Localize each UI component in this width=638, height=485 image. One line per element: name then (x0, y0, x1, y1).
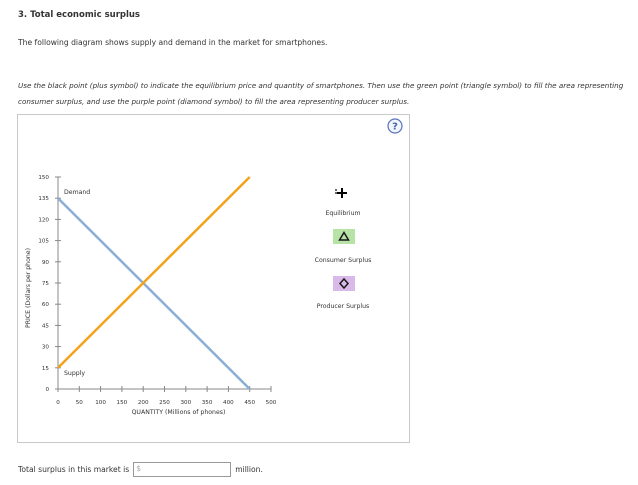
y-axis-label: PRICE (Dollars per phone) (25, 247, 32, 329)
consumer-surplus-tool-label: Consumer Surplus (314, 257, 372, 264)
supply-curve[interactable] (58, 177, 250, 368)
y-tick-label: 105 (38, 238, 49, 245)
question-intro: The following diagram shows supply and demand in the market for smartphones. (18, 38, 328, 47)
plus-icon[interactable] (335, 186, 349, 200)
total-surplus-unit: million. (235, 465, 263, 474)
equilibrium-tool-label: Equilibrium (325, 210, 361, 217)
currency-symbol: $ (136, 464, 141, 473)
y-tick-label: 150 (38, 175, 49, 181)
triangle-icon (333, 229, 355, 244)
x-tick-label: 500 (265, 400, 277, 406)
y-tick-label: 30 (41, 344, 49, 351)
consumer-surplus-tool[interactable] (333, 229, 355, 244)
x-tick-label: 400 (223, 400, 234, 406)
y-tick-label: 0 (45, 387, 49, 393)
x-axis-label: QUANTITY (Millions of phones) (131, 409, 226, 416)
diamond-icon (333, 276, 355, 291)
question-instructions: Use the black point (plus symbol) to indicate the equilibrium price and quantity of smartphones. Then use the green point (triangle symbol) to fill the area representing consumer surplus, and use the purple point (diamond symbol) to fill the area representing producer surplus. (18, 81, 624, 106)
x-tick-label: 200 (137, 400, 149, 406)
y-tick-label: 75 (41, 281, 49, 287)
total-surplus-row (18, 462, 263, 477)
demand-label: Demand (64, 189, 91, 197)
x-tick-label: 250 (159, 400, 170, 406)
producer-surplus-tool[interactable] (333, 276, 355, 291)
total-surplus-input[interactable] (133, 462, 231, 477)
x-tick-label: 450 (244, 400, 256, 406)
x-tick-label: 150 (116, 400, 128, 406)
supply-label: Supply (64, 369, 86, 377)
y-tick-label: 90 (41, 259, 49, 266)
producer-surplus-tool-label: Producer Surplus (316, 303, 370, 310)
y-tick-label: 15 (41, 365, 49, 372)
svg-text:?: ? (392, 121, 398, 133)
x-tick-label: 0 (56, 400, 60, 406)
total-surplus-prompt: Total surplus in this market is (18, 465, 130, 474)
demand-curve[interactable] (58, 198, 250, 389)
question-heading: 3. Total economic surplus (18, 10, 140, 20)
x-tick-label: 100 (95, 400, 106, 406)
y-tick-label: 60 (41, 302, 49, 309)
x-tick-label: 350 (201, 400, 213, 406)
y-tick-label: 120 (38, 217, 49, 224)
x-tick-label: 300 (180, 400, 192, 406)
y-tick-label: 135 (38, 196, 49, 203)
x-tick-label: 50 (75, 400, 83, 406)
y-tick-label: 45 (41, 323, 49, 330)
